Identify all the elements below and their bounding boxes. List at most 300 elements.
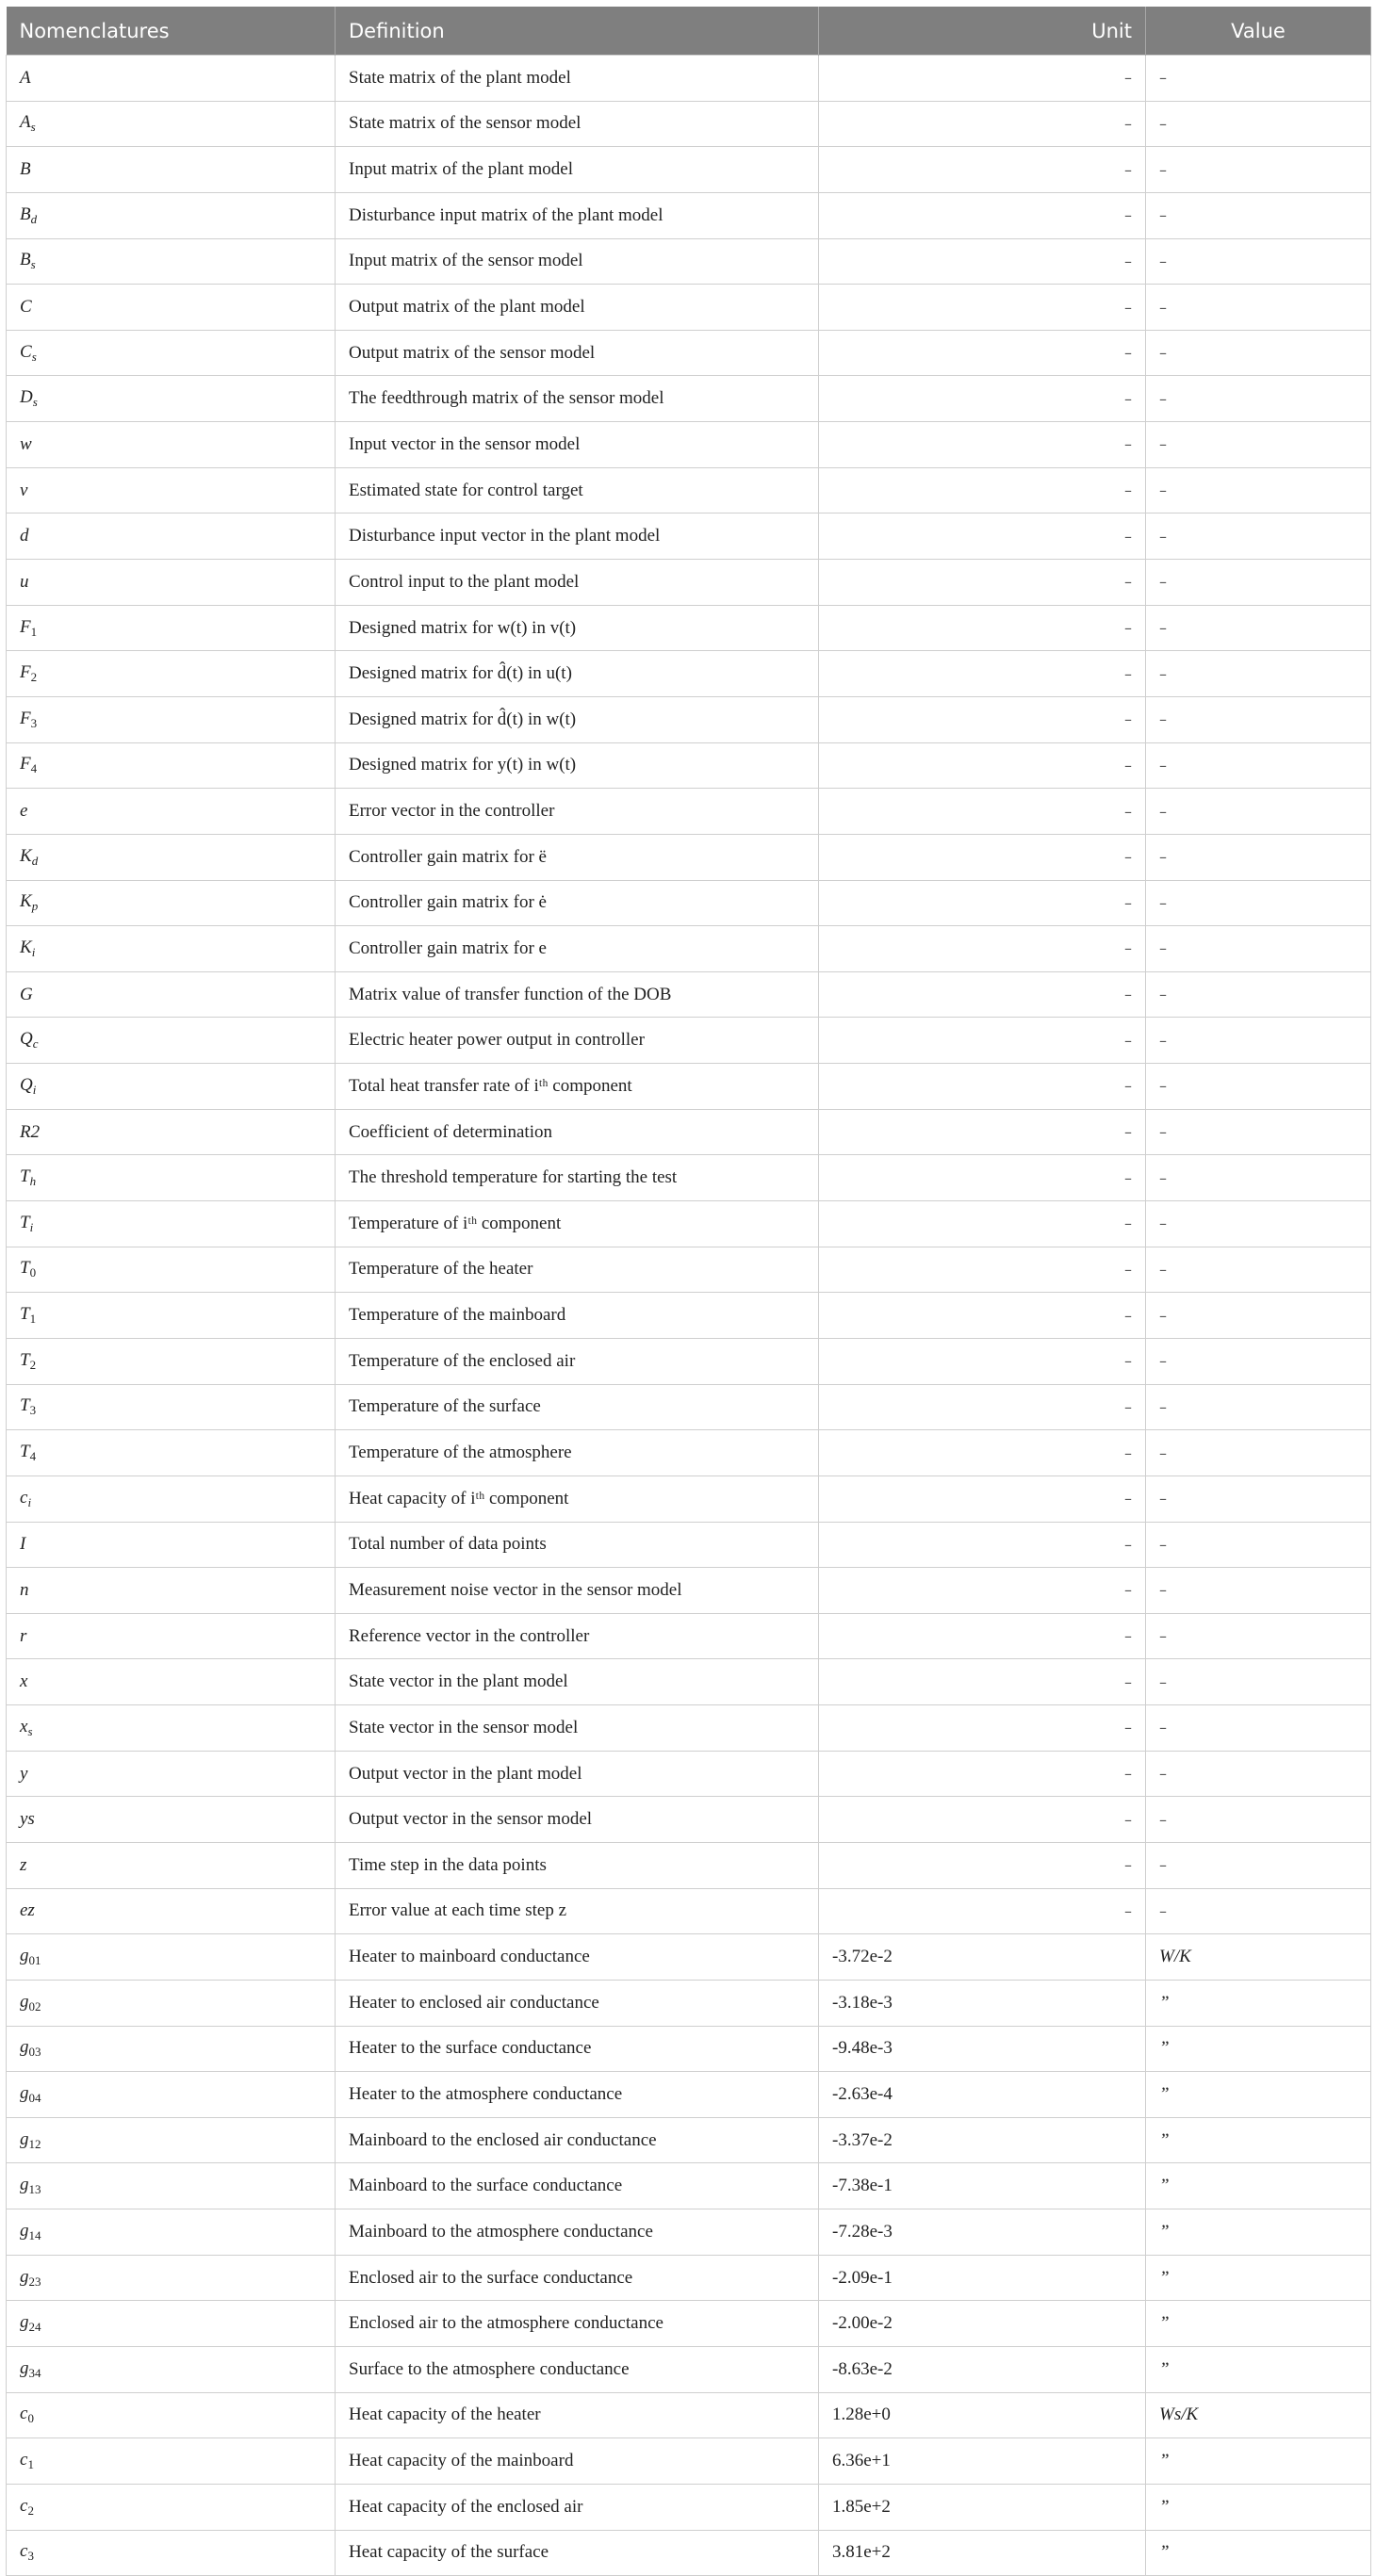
symbol-cell	[7, 1247, 336, 1293]
symbol-cell	[7, 422, 336, 468]
value-cell: –	[1146, 1247, 1371, 1293]
table-row	[7, 238, 1371, 285]
symbol: Q	[20, 1029, 33, 1050]
symbol: v	[20, 480, 28, 500]
value-cell: –	[1146, 101, 1371, 147]
unit-cell: –	[819, 926, 1146, 972]
table-row	[7, 422, 1371, 468]
symbol-cell	[7, 2255, 336, 2301]
table-row	[7, 1797, 1371, 1843]
definition-cell: Error vector in the controller	[336, 789, 819, 835]
symbol-cell	[7, 560, 336, 606]
symbol-cell	[7, 1201, 336, 1247]
value-cell: ”	[1146, 2255, 1371, 2301]
symbol: K	[20, 891, 32, 912]
value-cell: –	[1146, 467, 1371, 514]
table-row	[7, 2484, 1371, 2530]
symbol-cell	[7, 2117, 336, 2163]
definition-cell: Heater to mainboard conductance	[336, 1934, 819, 1981]
definition-cell: Heat capacity of the mainboard	[336, 2438, 819, 2485]
symbol-subscript: i	[29, 1219, 34, 1234]
unit-cell: –	[819, 605, 1146, 651]
symbol-cell	[7, 1705, 336, 1752]
symbol-cell	[7, 1293, 336, 1339]
symbol: A	[20, 112, 31, 133]
value-cell: –	[1146, 1522, 1371, 1568]
unit-cell: -9.48e-3	[819, 2026, 1146, 2072]
value-cell: –	[1146, 1659, 1371, 1705]
table-row	[7, 101, 1371, 147]
symbol: e	[20, 801, 28, 822]
value-cell: –	[1146, 1888, 1371, 1934]
unit-cell: –	[819, 1109, 1146, 1155]
table-row	[7, 467, 1371, 514]
value-cell: –	[1146, 880, 1371, 926]
symbol-subscript: 0	[27, 2411, 34, 2426]
symbol-subscript: 1	[29, 1312, 37, 1327]
symbol-cell	[7, 1613, 336, 1659]
symbol: D	[20, 387, 33, 408]
definition-cell: Heater to the atmosphere conductance	[336, 2072, 819, 2118]
table-row	[7, 2117, 1371, 2163]
definition-cell: Input matrix of the plant model	[336, 147, 819, 193]
value-cell: –	[1146, 1064, 1371, 1110]
symbol-cell	[7, 1842, 336, 1888]
definition-cell: Heat capacity of iᵗʰ component	[336, 1475, 819, 1522]
symbol: u	[20, 571, 29, 592]
symbol: c	[20, 2495, 28, 2516]
value-cell: –	[1146, 514, 1371, 560]
table-row	[7, 2392, 1371, 2438]
symbol-subscript: s	[27, 1723, 33, 1738]
definition-cell: Matrix value of transfer function of the DOB	[336, 971, 819, 1018]
value-cell: –	[1146, 834, 1371, 880]
value-cell: –	[1146, 971, 1371, 1018]
unit-cell: -3.72e-2	[819, 1934, 1146, 1981]
symbol: g	[20, 1946, 29, 1966]
definition-cell: Temperature of the surface	[336, 1384, 819, 1430]
unit-cell: -3.18e-3	[819, 1980, 1146, 2026]
definition-cell: The feedthrough matrix of the sensor model	[336, 376, 819, 422]
table-row	[7, 192, 1371, 238]
definition-cell: Temperature of the atmosphere	[336, 1430, 819, 1476]
symbol: F	[20, 662, 31, 683]
unit-cell: –	[819, 1522, 1146, 1568]
symbol: c	[20, 1487, 28, 1508]
definition-cell: Heat capacity of the enclosed air	[336, 2484, 819, 2530]
unit-cell: –	[819, 1338, 1146, 1384]
value-cell: ”	[1146, 2438, 1371, 2485]
unit-cell: –	[819, 1751, 1146, 1797]
table-row	[7, 834, 1371, 880]
definition-cell: State vector in the sensor model	[336, 1705, 819, 1752]
value-cell: –	[1146, 1384, 1371, 1430]
definition-cell: Mainboard to the atmosphere conductance	[336, 2209, 819, 2256]
symbol: ys	[20, 1809, 35, 1830]
symbol: A	[20, 67, 31, 88]
unit-cell: –	[819, 1384, 1146, 1430]
definition-cell: Temperature of the mainboard	[336, 1293, 819, 1339]
table-row	[7, 1888, 1371, 1934]
value-cell: ”	[1146, 2072, 1371, 2118]
unit-cell: –	[819, 147, 1146, 193]
unit-cell: –	[819, 330, 1146, 376]
symbol-cell	[7, 2530, 336, 2576]
value-cell: –	[1146, 285, 1371, 331]
unit-cell: –	[819, 696, 1146, 742]
definition-cell: Disturbance input vector in the plant model	[336, 514, 819, 560]
definition-cell: Heat capacity of the heater	[336, 2392, 819, 2438]
value-cell: –	[1146, 1430, 1371, 1476]
symbol-subscript: h	[29, 1174, 37, 1189]
table-row	[7, 1475, 1371, 1522]
symbol: T	[20, 1349, 30, 1370]
symbol-subscript: c	[32, 1036, 39, 1052]
symbol-subscript: i	[27, 1494, 32, 1509]
symbol: y	[20, 1763, 28, 1784]
symbol-cell	[7, 1980, 336, 2026]
table-row	[7, 1384, 1371, 1430]
symbol-subscript: 2	[30, 670, 38, 685]
unit-cell: 1.28e+0	[819, 2392, 1146, 2438]
definition-cell: Mainboard to the enclosed air conductance	[336, 2117, 819, 2163]
definition-cell: Temperature of iᵗʰ component	[336, 1201, 819, 1247]
symbol: g	[20, 2220, 29, 2241]
symbol-subscript: 34	[28, 2365, 41, 2380]
symbol: C	[20, 297, 32, 318]
value-cell: ”	[1146, 2484, 1371, 2530]
value-cell: –	[1146, 1842, 1371, 1888]
value-cell: –	[1146, 56, 1371, 102]
symbol-cell	[7, 2209, 336, 2256]
value-cell: –	[1146, 1568, 1371, 1614]
unit-cell: –	[819, 560, 1146, 606]
unit-cell: -2.00e-2	[819, 2301, 1146, 2347]
table-row	[7, 1705, 1371, 1752]
table-row	[7, 651, 1371, 697]
symbol-cell	[7, 651, 336, 697]
table-row	[7, 330, 1371, 376]
symbol-cell	[7, 1797, 336, 1843]
symbol-subscript: 24	[28, 2320, 41, 2335]
symbol-cell	[7, 1659, 336, 1705]
symbol: G	[20, 984, 33, 1004]
symbol-subscript: 1	[30, 624, 38, 639]
symbol-cell	[7, 926, 336, 972]
table-row	[7, 1155, 1371, 1201]
definition-cell: Input matrix of the sensor model	[336, 238, 819, 285]
symbol-subscript: 4	[30, 761, 38, 776]
definition-cell: Heater to the surface conductance	[336, 2026, 819, 2072]
symbol-cell	[7, 2072, 336, 2118]
symbol-subscript: 3	[29, 1403, 37, 1418]
value-cell: –	[1146, 422, 1371, 468]
table-row	[7, 2163, 1371, 2209]
unit-cell: –	[819, 192, 1146, 238]
unit-cell: –	[819, 1201, 1146, 1247]
definition-cell: Designed matrix for d̂(t) in w(t)	[336, 696, 819, 742]
table-row	[7, 1751, 1371, 1797]
unit-cell: 6.36e+1	[819, 2438, 1146, 2485]
symbol-cell	[7, 1155, 336, 1201]
symbol-cell	[7, 2301, 336, 2347]
unit-cell: –	[819, 467, 1146, 514]
unit-cell: –	[819, 1155, 1146, 1201]
symbol: x	[20, 1671, 28, 1692]
table-row	[7, 1980, 1371, 2026]
value-cell: ”	[1146, 1980, 1371, 2026]
symbol: g	[20, 1991, 29, 2012]
symbol-subscript: s	[32, 395, 38, 410]
symbol-cell	[7, 238, 336, 285]
symbol: r	[20, 1625, 27, 1646]
unit-cell: -3.37e-2	[819, 2117, 1146, 2163]
table-row	[7, 2347, 1371, 2393]
symbol-cell	[7, 2484, 336, 2530]
symbol: B	[20, 159, 31, 180]
symbol: T	[20, 1395, 30, 1416]
unit-cell: -7.38e-1	[819, 2163, 1146, 2209]
symbol-cell	[7, 880, 336, 926]
definition-cell: Surface to the atmosphere conductance	[336, 2347, 819, 2393]
symbol-cell	[7, 2438, 336, 2485]
symbol-subscript: d	[31, 853, 39, 868]
symbol-cell	[7, 742, 336, 789]
symbol-cell	[7, 1109, 336, 1155]
definition-cell: Disturbance input matrix of the plant model	[336, 192, 819, 238]
unit-cell: –	[819, 422, 1146, 468]
unit-cell: –	[819, 1064, 1146, 1110]
symbol-cell	[7, 376, 336, 422]
unit-cell: –	[819, 1293, 1146, 1339]
symbol: g	[20, 2128, 29, 2149]
definition-cell: Designed matrix for d̂(t) in u(t)	[336, 651, 819, 697]
definition-cell: Controller gain matrix for ė	[336, 880, 819, 926]
unit-cell: 1.85e+2	[819, 2484, 1146, 2530]
symbol-cell	[7, 1522, 336, 1568]
symbol: x	[20, 1716, 28, 1736]
symbol: w	[20, 433, 32, 454]
symbol: g	[20, 2083, 29, 2103]
value-cell: –	[1146, 1475, 1371, 1522]
symbol: ez	[20, 1900, 35, 1921]
symbol: c	[20, 2450, 28, 2470]
table-row	[7, 1430, 1371, 1476]
symbol-cell	[7, 2026, 336, 2072]
table-row	[7, 1613, 1371, 1659]
unit-cell: 3.81e+2	[819, 2530, 1146, 2576]
definition-cell: Controller gain matrix for e	[336, 926, 819, 972]
symbol-subscript: i	[32, 1082, 37, 1097]
symbol: C	[20, 341, 32, 362]
unit-cell: –	[819, 1018, 1146, 1064]
table-row	[7, 880, 1371, 926]
symbol-cell	[7, 1475, 336, 1522]
definition-cell: Designed matrix for y(t) in w(t)	[336, 742, 819, 789]
unit-cell: –	[819, 56, 1146, 102]
symbol: g	[20, 2357, 29, 2378]
unit-cell: –	[819, 742, 1146, 789]
unit-cell: –	[819, 834, 1146, 880]
table-row	[7, 2072, 1371, 2118]
table-row	[7, 1659, 1371, 1705]
symbol-subscript: 12	[28, 2136, 41, 2151]
symbol-cell	[7, 696, 336, 742]
symbol-subscript: 23	[28, 2274, 41, 2289]
header-unit: Unit	[819, 7, 1146, 56]
symbol: c	[20, 2404, 28, 2424]
value-cell: –	[1146, 789, 1371, 835]
unit-cell: –	[819, 1247, 1146, 1293]
table-row	[7, 1934, 1371, 1981]
unit-cell: -2.09e-1	[819, 2255, 1146, 2301]
table-row	[7, 742, 1371, 789]
symbol: z	[20, 1854, 27, 1875]
unit-cell: –	[819, 376, 1146, 422]
unit-cell: –	[819, 1568, 1146, 1614]
definition-cell: Input vector in the sensor model	[336, 422, 819, 468]
unit-cell: -2.63e-4	[819, 2072, 1146, 2118]
symbol: F	[20, 754, 31, 774]
unit-cell: –	[819, 238, 1146, 285]
unit-cell: –	[819, 1842, 1146, 1888]
table-row	[7, 789, 1371, 835]
value-cell: –	[1146, 651, 1371, 697]
symbol: d	[20, 526, 29, 546]
table-row	[7, 1522, 1371, 1568]
symbol: F	[20, 708, 31, 728]
definition-cell: Output vector in the sensor model	[336, 1797, 819, 1843]
value-cell: –	[1146, 192, 1371, 238]
symbol-subscript: i	[31, 944, 36, 959]
value-cell: ”	[1146, 2347, 1371, 2393]
symbol: F	[20, 616, 31, 637]
table-row	[7, 2255, 1371, 2301]
value-cell: –	[1146, 1613, 1371, 1659]
table-row	[7, 1338, 1371, 1384]
definition-cell: Electric heater power output in controller	[336, 1018, 819, 1064]
symbol-subscript: 3	[27, 2549, 34, 2564]
value-cell: –	[1146, 926, 1371, 972]
unit-cell: –	[819, 789, 1146, 835]
value-cell: –	[1146, 742, 1371, 789]
definition-cell: Temperature of the heater	[336, 1247, 819, 1293]
symbol-subscript: s	[30, 120, 36, 135]
table-row	[7, 2301, 1371, 2347]
table-row	[7, 1064, 1371, 1110]
symbol-cell	[7, 2392, 336, 2438]
symbol-subscript: s	[30, 257, 36, 272]
symbol: K	[20, 845, 32, 866]
unit-cell: –	[819, 880, 1146, 926]
symbol-subscript: 1	[27, 2457, 34, 2472]
symbol: T	[20, 1304, 30, 1325]
symbol-subscript: 4	[29, 1449, 37, 1464]
table-row	[7, 560, 1371, 606]
value-cell: –	[1146, 147, 1371, 193]
value-cell: –	[1146, 1751, 1371, 1797]
definition-cell: Total number of data points	[336, 1522, 819, 1568]
definition-cell: The threshold temperature for starting the test	[336, 1155, 819, 1201]
symbol-cell	[7, 1338, 336, 1384]
symbol-cell	[7, 2347, 336, 2393]
symbol: Q	[20, 1074, 33, 1095]
symbol: K	[20, 937, 32, 957]
value-cell: –	[1146, 1293, 1371, 1339]
table-row	[7, 2026, 1371, 2072]
table-body	[7, 56, 1371, 2576]
symbol: B	[20, 250, 31, 270]
symbol-cell	[7, 1934, 336, 1981]
table-row	[7, 696, 1371, 742]
value-cell: Ws/K	[1146, 2392, 1371, 2438]
unit-cell: –	[819, 1797, 1146, 1843]
value-cell: W/K	[1146, 1934, 1371, 1981]
unit-cell: –	[819, 285, 1146, 331]
table-row	[7, 2530, 1371, 2576]
value-cell: –	[1146, 1338, 1371, 1384]
definition-cell: Heater to enclosed air conductance	[336, 1980, 819, 2026]
table-row	[7, 971, 1371, 1018]
value-cell: –	[1146, 605, 1371, 651]
symbol-subscript: 3	[30, 715, 38, 730]
symbol-subscript: 0	[29, 1265, 37, 1280]
value-cell: ”	[1146, 2301, 1371, 2347]
symbol-subscript: 2	[27, 2503, 34, 2518]
symbol-cell	[7, 605, 336, 651]
symbol-cell	[7, 1064, 336, 1110]
symbol: c	[20, 2541, 28, 2562]
definition-cell: Reference vector in the controller	[336, 1613, 819, 1659]
value-cell: ”	[1146, 2117, 1371, 2163]
symbol-subscript: 13	[28, 2182, 41, 2197]
symbol-subscript: 02	[28, 1998, 41, 2014]
value-cell: –	[1146, 330, 1371, 376]
symbol: T	[20, 1166, 30, 1187]
value-cell: –	[1146, 560, 1371, 606]
symbol-cell	[7, 192, 336, 238]
symbol-subscript: 03	[28, 2045, 41, 2060]
symbol-subscript: s	[31, 349, 37, 364]
unit-cell: –	[819, 1888, 1146, 1934]
table-row	[7, 1293, 1371, 1339]
value-cell: ”	[1146, 2530, 1371, 2576]
symbol-subscript: 01	[28, 1953, 41, 1968]
header-nomenclatures: Nomenclatures	[7, 7, 336, 56]
header-definition: Definition	[336, 7, 819, 56]
symbol: I	[20, 1534, 26, 1555]
value-cell: –	[1146, 1705, 1371, 1752]
table-row	[7, 2209, 1371, 2256]
symbol-subscript: 2	[29, 1357, 37, 1372]
unit-cell: –	[819, 1613, 1146, 1659]
symbol-subscript: d	[30, 211, 38, 226]
symbol-cell	[7, 1430, 336, 1476]
definition-cell: State vector in the plant model	[336, 1659, 819, 1705]
symbol-cell	[7, 285, 336, 331]
table-row	[7, 147, 1371, 193]
table-row	[7, 376, 1371, 422]
symbol-cell	[7, 330, 336, 376]
definition-cell: State matrix of the plant model	[336, 56, 819, 102]
definition-cell: Designed matrix for w(t) in v(t)	[336, 605, 819, 651]
value-cell: –	[1146, 1201, 1371, 1247]
definition-cell: Controller gain matrix for ë	[336, 834, 819, 880]
definition-cell: Measurement noise vector in the sensor model	[336, 1568, 819, 1614]
table-row	[7, 926, 1371, 972]
symbol-cell	[7, 1751, 336, 1797]
table-row	[7, 1018, 1371, 1064]
